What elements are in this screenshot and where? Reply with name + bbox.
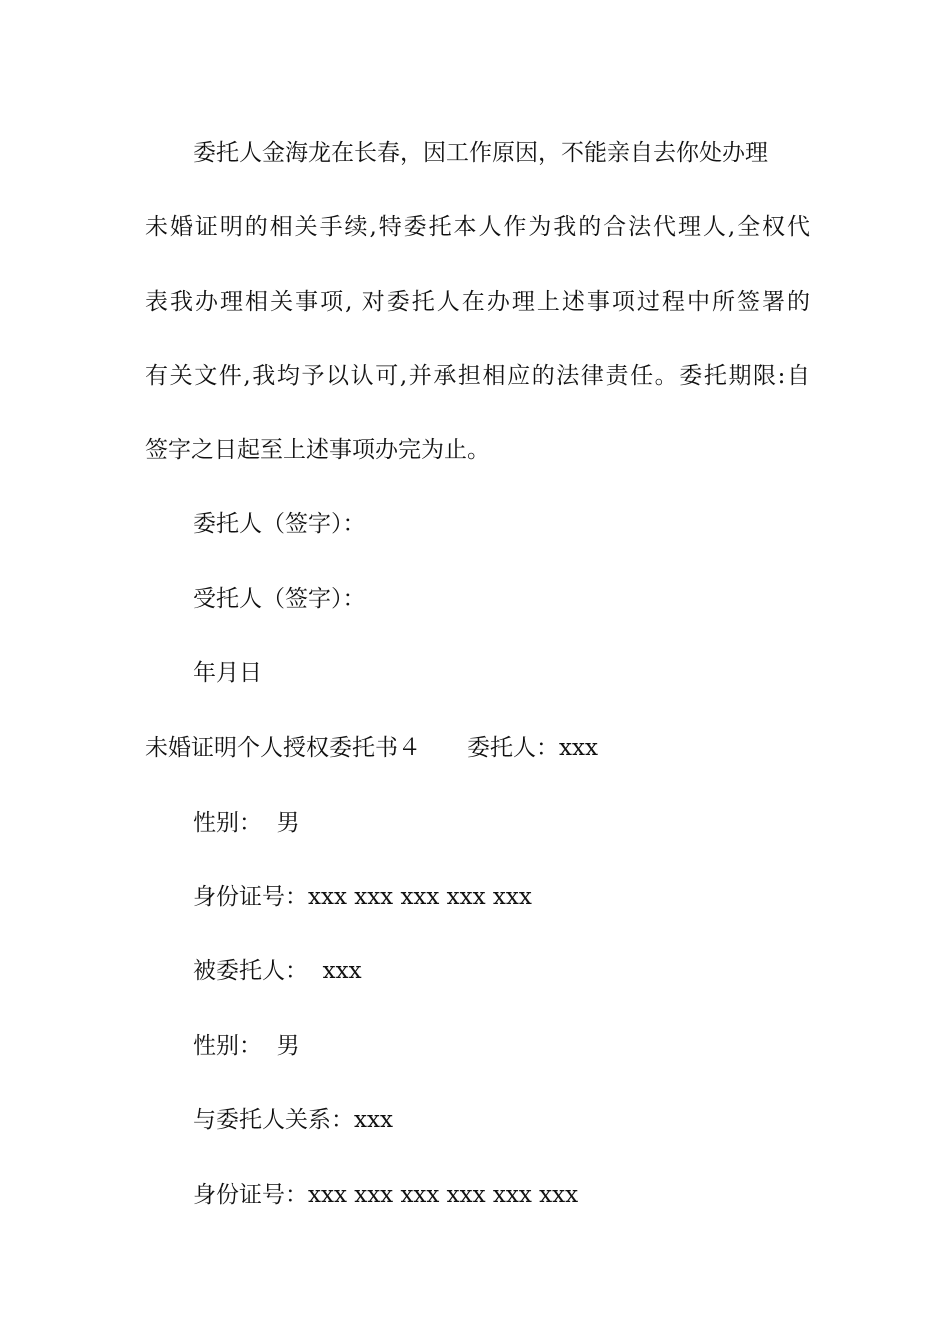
- agent-gender: 性别： 男: [193, 1033, 300, 1059]
- agent-name: 被委托人： xxx: [193, 958, 362, 984]
- agent-id-number: 身份证号：xxx xxx xxx xxx xxx xxx: [193, 1182, 579, 1208]
- principal-id-number: 身份证号：xxx xxx xxx xxx xxx: [193, 884, 532, 910]
- paragraph-line-5: 签字之日起至上述事项办完为止。: [145, 437, 490, 463]
- date-label: 年月日: [193, 660, 262, 686]
- paragraph-line-1: 委托人金海龙在长春，因工作原因，不能亲自去你处办理: [193, 140, 768, 166]
- agent-relation: 与委托人关系：xxx: [193, 1107, 393, 1133]
- principal-signature-label: 委托人（签字）：: [193, 511, 366, 537]
- section-heading-line: [145, 733, 810, 763]
- section-title: 未婚证明个人授权委托书４: [145, 735, 421, 761]
- paragraph-line-2: 未婚证明的相关手续,特委托本人作为我的合法代理人,全权代: [145, 214, 810, 240]
- principal-name: 委托人：xxx: [467, 735, 598, 761]
- paragraph-line-4: 有关文件,我均予以认可,并承担相应的法律责任。委托期限:自: [145, 363, 810, 389]
- principal-gender: 性别： 男: [193, 810, 300, 836]
- agent-signature-label: 受托人（签字）：: [193, 586, 366, 612]
- paragraph-line-3: 表我办理相关事项, 对委托人在办理上述事项过程中所签署的: [145, 289, 810, 315]
